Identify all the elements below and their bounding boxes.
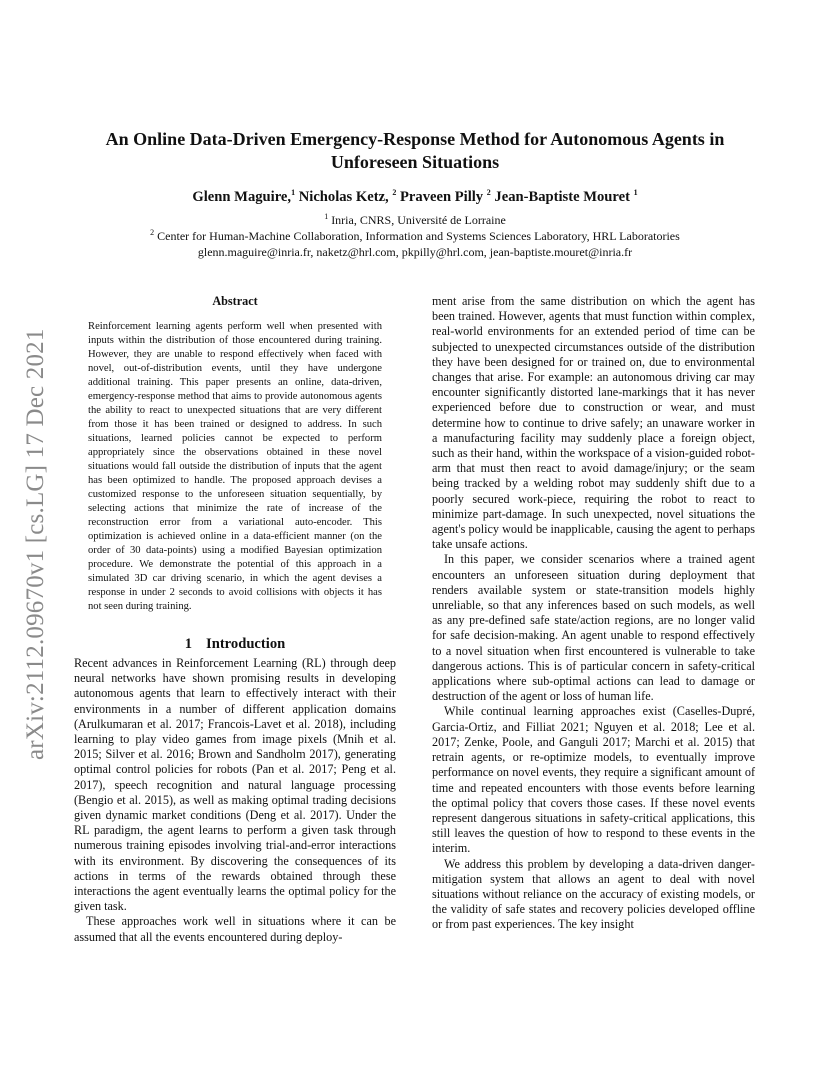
left-column-body	[74, 656, 396, 945]
section-heading-introduction	[74, 636, 396, 653]
abstract-paragraph: Reinforcement learning agents perform well when presented with inputs within the distribution of those encountered during training. However, they are unable to respond effectively when faced with novel, out-of-distribution events, until they have undergone additional training. This paper presents an online, data-driven, emergency-response method that aims to provide autonomous agents the ability to react to unexpected situations that are very different from those it has been trained or designed to address. In such situations, learned policies cannot be expected to perform appropriately since the observations obtained in these novel situations would fall outside the distribution of inputs that the agent has been optimized to handle. The proposed approach devises a customized response to the unforeseen situation sequentially, by selecting actions that minimize the rate of increase of the reconstruction error from a variational auto-encoder. This optimization is achieved online in a data-efficient manner (on the order of 30 data-points) using a modified Bayesian optimization procedure. We demonstrate the potential of this approach in a simulated 3D car driving scenario, in which the agent devises a response in under 2 seconds to avoid collisions with objects it has not seen during training.	[88, 321, 382, 612]
author-name: Glenn Maguire,	[192, 189, 292, 205]
author-name: Praveen Pilly	[400, 189, 484, 205]
author-affiliation-mark: 2	[486, 188, 491, 198]
author-list	[70, 189, 760, 206]
author-affiliation-mark: 1	[291, 188, 296, 198]
abstract-body	[88, 320, 382, 614]
body-paragraph: In this paper, we consider scenarios where a trained agent encounters an unforeseen situation during deployment that renders available system or state-transition models highly unreliable, so that any inferences based on such models, as well as any pre-defined safe state/action regions, are no longer valid for safe decision-making. An agent unable to respond effectively to a novel situation when first encountered is vulnerable to take dangerous actions. This is of particular concern in safety-critical applications where sub-optimal actions can lead to damage or destruction of the agent or loss of human life.	[432, 552, 755, 704]
section-title: Introduction	[206, 636, 286, 652]
body-paragraph: Recent advances in Reinforcement Learning (RL) through deep neural networks have shown promising results in developing autonomous agents that learn to effectively interact with their environments in a number of different application domains (Arulkumaran et al. 2017; Francois-Lavet et al. 2018), including learning to play video games from image pixels (Mnih et al. 2015; Silver et al. 2016; Brown and Sandholm 2017), generating optimal control policies for robots (Pan et al. 2017; Peng et al. 2017), speech recognition and natural language processing (Bengio et al. 2015), as well as making optimal trading decisions given dynamic market conditions (Deng et al. 2017). Under the RL paradigm, the agent learns to perform a given task through numerous training episodes involving trial-and-error interactions with its environment. By discovering the consequences of its actions in terms of the rewards obtained through these interactions the agent eventually learns the optimal policy for the given task.	[74, 656, 396, 914]
body-paragraph: These approaches work well in situations where it can be assumed that all the events encountered during deploy-	[74, 914, 396, 944]
arxiv-identifier-stamp: arXiv:2112.09670v1 [cs.LG] 17 Dec 2021	[22, 328, 49, 760]
paper-title: An Online Data-Driven Emergency-Response Method for Autonomous Agents in Unforeseen Situations	[105, 129, 725, 172]
affiliation-2: $^2$ Center for Human-Machine Collaboration, Information and Systems Sciences Laboratory, HRL Laboratories	[150, 228, 680, 243]
body-paragraph: While continual learning approaches exist (Caselles-Dupré, Garcia-Ortiz, and Filliat 2021; Nguyen et al. 2018; Lee et al. 2017; Zenke, Poole, and Ganguli 2017; Marchi et al. 2015) that retrain agents, or re-optimize models, to eventually improve performance on novel events, they require a significant amount of time and repeated encounters with those events before learning the optimal policy that covers those cases. If these novel events represent dangerous situations in safety-critical applications, this still leaves the question of how to respond to these events in the interim.	[432, 704, 755, 856]
author-affiliation-mark: 1	[633, 188, 638, 198]
author-name: Nicholas Ketz,	[298, 189, 389, 205]
body-paragraph: We address this problem by developing a data-driven danger-mitigation system that allows an agent to deal with novel situations without reliance on the accuracy of existing models, or the validity of safe states and recovery policies developed offline or from past experiences. The key insight	[432, 856, 755, 932]
author-name: Jean-Baptiste Mouret	[494, 189, 630, 205]
affiliation-1: $^1$ Inria, CNRS, Université de Lorraine	[324, 212, 506, 227]
author-emails: glenn.maguire@inria.fr, naketz@hrl.com, pkpilly@hrl.com, jean-baptiste.mouret@inria.fr	[197, 245, 633, 259]
body-paragraph: ment arise from the same distribution on which the agent has been trained. However, agents that must function within complex, real-world environments for an extended period of time can be subjected to unexpected circumstances outside of the distribution they have been designed for or trained on, due to environmental changes that arise. For example: an autonomous driving car may encounter significantly distorted lane-markings that it has never experienced before due to construction or wear, and must determine how to continue to drive safely; an unaware worker in a manufacturing facility may suddenly place a foreign object, such as their hand, within the workspace of a vision-guided robot-arm that must then react to avoid damage/injury; or the seam being tracked by a welding robot may suddenly shift due to a poorly secured work-piece, requiring the robot to react to minimize part-damage. In such unexpected, novel situations the agent's policy would be inapplicable, causing the agent to perhaps take unsafe actions.	[432, 294, 755, 552]
section-number: 1	[184, 636, 193, 652]
author-affiliation-mark: 2	[392, 188, 397, 198]
abstract-heading: Abstract	[212, 294, 258, 308]
right-column-body	[432, 294, 755, 933]
